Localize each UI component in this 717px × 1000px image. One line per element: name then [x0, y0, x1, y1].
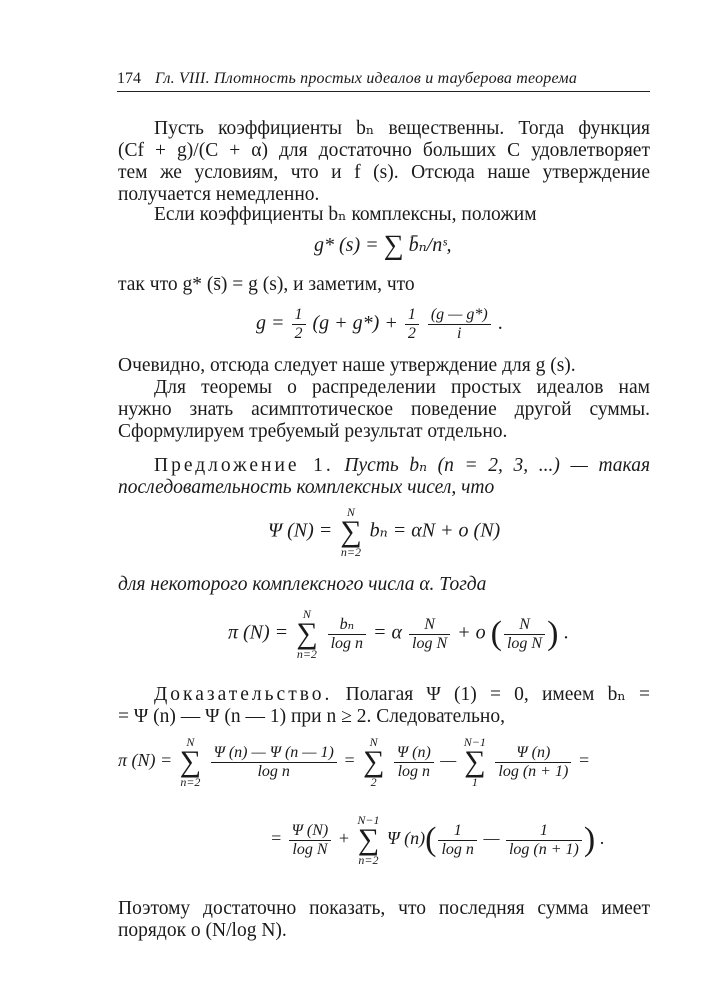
text-line: Пусть коэффициенты bₙ вещественны. Тогда функция: [154, 118, 650, 139]
formula-lhs: Ψ (N) =: [268, 519, 338, 542]
sum-operator: N ∑ n=2: [296, 607, 318, 661]
sum-operator: N−1 ∑ n=2: [357, 813, 380, 867]
fraction: $\frac{\Psi (n)}{\text{log n}}$: [394, 744, 434, 781]
sum-operator: N−1 ∑ 1: [463, 735, 486, 789]
text-line: Поэтому достаточно показать, что последняя сумма имеет: [118, 898, 650, 919]
fraction: $\frac{\Psi (n) — \Psi (n — 1)}{\text{log n}}$: [211, 744, 337, 781]
formula-lhs: π (N) =: [118, 750, 177, 771]
running-title: Гл. VIII. Плотность простых идеалов и тауберова теорема: [155, 70, 578, 87]
fraction: $\frac{N}{\text{log N}}$: [409, 616, 450, 653]
formula-term: + o: [457, 621, 491, 644]
text-line: (Cf + g)/(C + α) для достаточно больших C удовлетворяет: [118, 140, 650, 161]
paragraph-complex-coefficients: [118, 204, 650, 226]
paragraph-conclusion: [118, 898, 650, 942]
formula-term: =: [577, 750, 590, 771]
text-line: нужно знать асимптотическое поведение другой суммы.: [118, 399, 650, 420]
text-line: Для теоремы о распределении простых идеалов нам: [154, 377, 650, 398]
proof-label: Доказательство.: [154, 684, 333, 705]
text-line: Если коэффициенты bₙ комплексны, положим: [154, 204, 537, 225]
fraction: $\frac{\Psi (n)}{\log (n + 1)}$: [495, 744, 571, 781]
fraction: $\frac{1}{2}$: [405, 306, 419, 343]
fraction: $\frac{\Psi (N)}{\text{log N}}$: [289, 822, 332, 859]
proposition-text: Пусть bₙ (n = 2, 3, ...) — такая: [344, 455, 651, 476]
fraction: $\frac{1}{\log (n + 1)}$: [506, 822, 582, 859]
text-line: = Ψ (n) — Ψ (n — 1) при n ≥ 2. Следовательно,: [118, 706, 505, 727]
formula-period: .: [599, 828, 605, 849]
fraction: $\frac{\text{bₙ}}{\text{log n}}$: [328, 616, 366, 653]
formula-rhs: bₙ = αN + o (N): [369, 519, 501, 542]
page-number: 174: [117, 70, 141, 87]
formula-term: = α: [373, 621, 408, 644]
formula-term: +: [337, 828, 355, 849]
formula-term: Ψ (n): [387, 828, 426, 849]
paragraph-evident: [118, 355, 650, 443]
sum-operator: N ∑ n=2: [179, 735, 202, 789]
formula-pi: π (N) = N ∑ n=2 $\frac{\text{bₙ}}{\text{log n}}$ = α $\frac{N}{\text{log N}}$ + o ( $\frac{N}{\text{log N}}$ ) .: [228, 607, 569, 661]
text-line: Сформулируем требуемый результат отдельно.: [118, 421, 508, 442]
formula-lhs: g =: [256, 312, 290, 335]
formula-term: —: [478, 828, 504, 849]
proposition-label: Предложение 1.: [154, 455, 334, 476]
formula-psi: [268, 506, 500, 558]
proof-text: Полагая Ψ (1) = 0, имеем bₙ =: [345, 684, 650, 705]
text-line: [118, 684, 650, 706]
formula-period: .: [563, 621, 569, 644]
text-line: последовательность комплексных чисел, что: [118, 477, 495, 498]
fraction: $\frac{N}{\text{log N}}$: [504, 616, 545, 653]
formula-term: =: [270, 828, 287, 849]
fraction: $\frac{(g — g*)}{i}$: [428, 306, 491, 343]
paragraph-real-coefficients: [118, 118, 650, 206]
formula-term: (g + g*) +: [312, 312, 403, 335]
proof: [118, 684, 650, 728]
proposition: [118, 455, 650, 499]
formula-term: =: [343, 750, 360, 771]
sum-sign: ∑: [383, 230, 404, 261]
text-line: так что g* (s̄) = g (s), и заметим, что: [118, 274, 415, 295]
paragraph-so-that: [118, 274, 650, 296]
sum-operator: N ∑ 2: [362, 735, 385, 789]
formula-lhs: π (N) =: [228, 621, 294, 644]
formula-abel-summation: = $\frac{\Psi (N)}{\text{log N}}$ + N−1 ∑ n=2 Ψ (n)( $\frac{1}{\text{log n}}$ — $\frac{1}{\log (n + 1)}$ ) .: [270, 813, 605, 867]
formula-term: —: [440, 750, 461, 771]
text-line: для некоторого комплексного числа α. Тогда: [118, 574, 487, 595]
paragraph-for-some: [118, 574, 650, 596]
text-line: Очевидно, отсюда следует наше утверждение для g (s).: [118, 355, 576, 376]
formula-period: .: [497, 312, 503, 335]
formula-pi-expansion: [118, 736, 590, 788]
text-line: тем же условиям, что и f (s). Отсюда наше утверждение: [118, 162, 650, 183]
fraction: $\frac{1}{\text{log n}}$: [438, 822, 476, 859]
formula-lhs: g* (s) =: [314, 234, 384, 256]
formula-rhs: b̄ₙ/nˢ,: [408, 234, 452, 256]
text-line: порядок o (N/log N).: [118, 920, 287, 941]
text-line: получается немедленно.: [118, 184, 320, 205]
sum-operator: N ∑ n=2: [340, 505, 362, 559]
text-line: [118, 455, 650, 477]
formula-g-star: [314, 230, 451, 262]
running-header: [117, 70, 650, 92]
formula-g-decomposition: [256, 306, 503, 343]
fraction: $\frac{1}{2}$: [292, 306, 306, 343]
